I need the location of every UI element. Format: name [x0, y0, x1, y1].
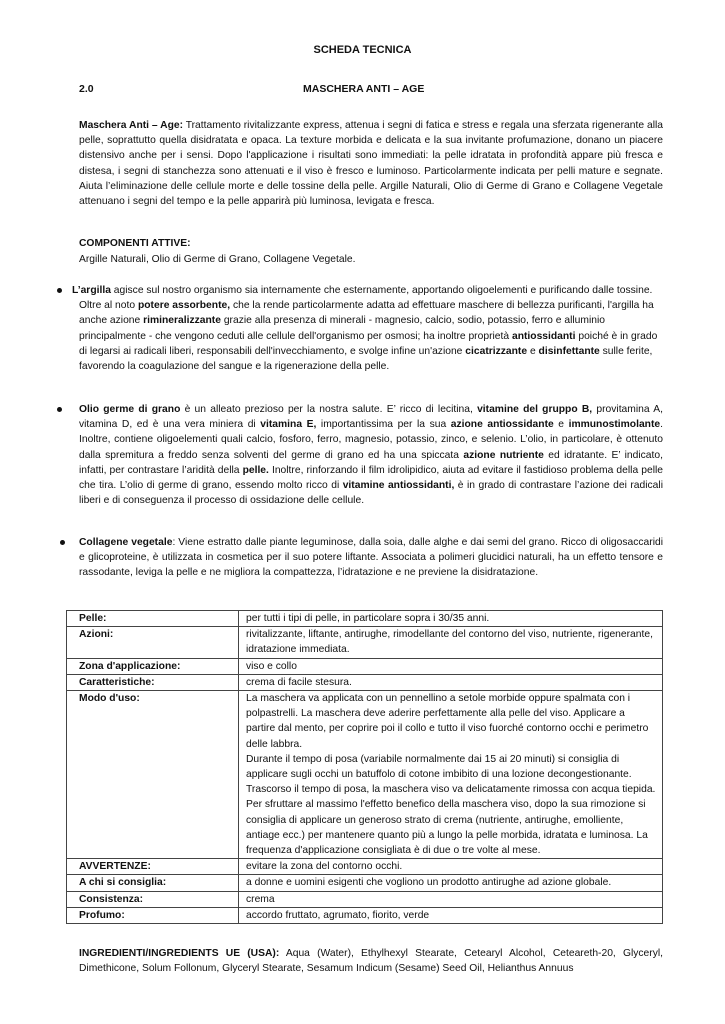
text-run: che la rende particolarmente adatta ad effettuare maschere di bellezza purificanti, l'argilla ha anche azione	[79, 300, 654, 327]
bullet-collagene	[60, 535, 663, 581]
bold-term: azione antiossidante	[450, 419, 554, 431]
table-key-cell: A chi si consiglia:	[67, 875, 239, 891]
table-value-cell: per tutti i tipi di pelle, in particolare sopra i 30/35 anni.	[239, 611, 663, 627]
document-title: SCHEDA TECNICA	[313, 44, 412, 56]
intro-body: Trattamento rivitalizzante express, attenua i segni di fatica e stress e regala una sferzata rigenerante alla pelle, soprattutto quella disidratata e opaca. La texture morbida e delicata e la sua invitante profumazione, donano un piacere distensivo anche per i sensi. Dopo l'applicazione i risultati sono immediati: la pelle idratata in profondità appare più fresca e distesa, i segni di stanchezza sono attenuati e il viso è fresco e luminoso. Particolarmente indicata per pelli mature e segnate. Aiuta l’eliminazione delle cellule morte e delle tossine della pelle. Argille Naturali, Olio di Germe di Grano e Collagene Vegetale attenuano i segni del tempo e la pelle apparirà più luminosa, levigata e fresca.	[79, 120, 663, 208]
text-run: e	[553, 419, 569, 431]
table-value-cell: crema	[239, 891, 663, 907]
spec-table	[66, 610, 663, 924]
bold-term: azione nutriente	[463, 449, 544, 461]
table-row	[67, 875, 663, 891]
table-key-cell: Profumo:	[67, 907, 239, 923]
table-value-cell: evitare la zona del contorno occhi.	[239, 859, 663, 875]
bold-term: vitamine antiossidanti,	[342, 480, 455, 492]
table-key-cell: Zona d'applicazione:	[67, 658, 239, 674]
argilla-continuation	[72, 298, 663, 374]
spec-table-body	[67, 611, 663, 924]
table-key-cell: Azioni:	[67, 627, 239, 658]
text-run: Inoltre, rinforzando il film idrolipidico, aiuta ad evitare il fastidioso problema della pelle che tira. L’olio di germe di grano, essendo molto ricco di	[79, 464, 664, 492]
ingredients-text: Aqua (Water), Ethylhexyl Stearate, Cetearyl Alcohol, Ceteareth-20, Glyceryl, Dimethicone, Solum Follonum, Glyceryl Stearate, Sesamum Indicum (Sesame) Seed Oil, Helianthus Annuus	[79, 948, 663, 975]
text-run: : Viene estratto dalle piante leguminose, dalla soia, dalle alghe e dai semi del grano. Ricco di oligosaccaridi e glicoproteine, è utilizzata in cosmetica per il suo potere liftante. Associata a polimeri glucidici naturali, ha un effetto tensore e rassodante, leviga la pelle e ne migliora la compattezza, l’idratazione e ne previene la disidratazione.	[79, 537, 664, 579]
text-run: sulle ferite, favorendo la coagulazione del sangue e la rigenerazione della pelle.	[79, 345, 653, 373]
table-row	[67, 627, 663, 658]
bold-term: cicatrizzante	[465, 345, 528, 357]
table-value-cell: rivitalizzante, liftante, antirughe, rimodellante del contorno del viso, nutriente, rigenerante, idratazione immediata.	[239, 627, 663, 658]
table-value-cell: a donne e uomini esigenti che vogliono un prodotto antirughe ad azione globale.	[239, 875, 663, 891]
bold-term: pelle.	[242, 464, 269, 476]
text-run: è in grado di contrastare l’azione dei radicali liberi e di conseguenza il processo di ossidazione delle cellule.	[79, 480, 663, 507]
table-row	[67, 611, 663, 627]
text-run: provitamina A, vitamina D, ed è una vera miniera di	[79, 404, 663, 431]
text-run: poiché è in grado di legarsi ai radicali liberi, responsabili dell'invecchiamento, e svolge infine un'azione	[79, 330, 658, 357]
table-row	[67, 907, 663, 923]
table-key-cell: Consistenza:	[67, 891, 239, 907]
bold-term: vitamina E,	[260, 419, 317, 431]
section-number: 2.0	[79, 83, 94, 95]
section-title: MASCHERA ANTI – AGE	[303, 83, 425, 95]
table-row	[67, 859, 663, 875]
table-row	[67, 658, 663, 674]
bold-term: antiossidanti	[511, 330, 576, 342]
ingredients-label: INGREDIENTI/INGREDIENTS UE (USA):	[79, 948, 280, 959]
text-run: grazie alla presenza di minerali - magnesio, calcio, sodio, potassio, ferro e alluminio principalmente - che vengono ceduti alle cellule dell'organismo per osmosi; ha inoltre proprietà	[79, 315, 605, 342]
components-list: Argille Naturali, Olio di Germe di Grano, Collagene Vegetale.	[79, 254, 356, 265]
bold-term: rimineralizzante	[143, 315, 221, 327]
bullet-dot-icon	[57, 288, 62, 293]
ingredients-paragraph	[79, 946, 663, 976]
bold-term: vitamine del gruppo B,	[477, 404, 593, 415]
table-value-cell: La maschera va applicata con un pennellino a setole morbide oppure spalmata con i polpastrelli. La maschera deve aderire perfettamente alla pelle del viso. Applicare a partire dal mento, per coprire poi il collo e tutto il viso fuorché contorno occhi e perimetro delle labbra. Durante il tempo di posa (variabile normalmente dai 15 ai 20 minuti) si consiglia di applicare sugli occhi un batuffolo di cotone imbibito di una lozione decongestionante. Trascorso il tempo di posa, la maschera viso va delicatamente rimossa con acqua tiepida. Per sfruttare al massimo l'effetto benefico della maschera viso, dopo la sua rimozione si consiglia di applicare un generoso strato di crema (nutriente, antirughe, emolliente, antiage ecc.) per mantenere quanto più a lungo la pelle morbida, idratata e luminosa. La frequenza d'applicazione consigliata è di due o tre volte al mese.	[239, 691, 663, 859]
text-run: Oltre al noto	[79, 300, 138, 312]
bold-term: disinfettante	[538, 345, 600, 357]
bold-term: potere assorbente,	[137, 300, 231, 312]
table-value-cell: crema di facile stesura.	[239, 674, 663, 690]
table-key-cell: Modo d'uso:	[67, 691, 239, 859]
table-key-cell: Caratteristiche:	[67, 674, 239, 690]
table-row	[67, 674, 663, 690]
bullet-dot-icon	[60, 540, 65, 545]
bullet-argilla-text	[72, 283, 663, 374]
components-heading: COMPONENTI ATTIVE:	[79, 238, 191, 249]
table-key-cell: AVVERTENZE:	[67, 859, 239, 875]
bold-term: Collagene vegetale	[79, 537, 173, 548]
bold-term: Olio germe di grano	[79, 404, 181, 415]
bullet-olio-text	[79, 402, 663, 508]
intro-paragraph	[79, 118, 663, 209]
bullet-dot-icon	[57, 407, 62, 412]
bullet-collagene-text	[79, 535, 663, 581]
text-run: ed idratante. E’ indicato, infatti, per contrastare l’aridità della	[79, 449, 663, 476]
text-run: importantissima per la sua	[316, 419, 451, 431]
bullet-olio	[57, 402, 663, 508]
intro-lead: Maschera Anti – Age:	[79, 120, 184, 131]
table-value-cell: viso e collo	[239, 658, 663, 674]
bullet-argilla	[57, 283, 663, 374]
table-key-cell: Pelle:	[67, 611, 239, 627]
table-value-cell: accordo fruttato, agrumato, fiorito, verde	[239, 907, 663, 923]
text-run: e	[527, 345, 539, 357]
bold-term: L’argilla	[72, 285, 111, 296]
text-run: agisce sul nostro organismo sia internamente che esternamente, apportando oligoelementi e purificando dalle tossine.	[110, 285, 653, 296]
text-run: è un alleato prezioso per la nostra salute. E’ ricco di lecitina,	[180, 404, 478, 415]
table-row	[67, 691, 663, 859]
text-run: . Inoltre, contiene oligoelementi quali calcio, fosforo, ferro, magnesio, potassio, zinco, e selenio. L’olio, in particolare, è ottenuto dalla spremitura a freddo senza solventi del germe di grano ed ha una spiccata	[79, 419, 663, 461]
table-row	[67, 891, 663, 907]
bold-term: immunostimolante	[568, 419, 661, 431]
